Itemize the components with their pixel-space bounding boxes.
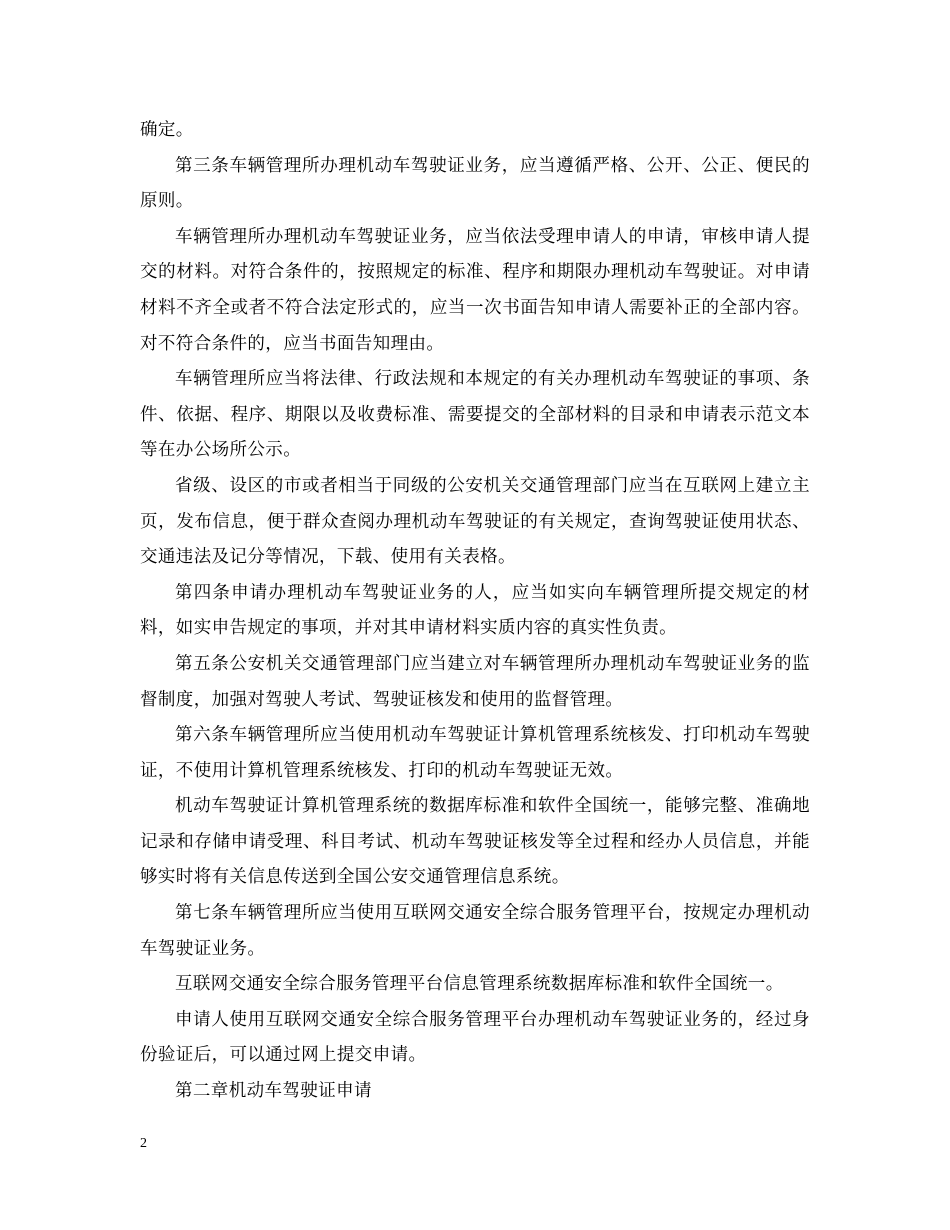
paragraph-2: 第三条车辆管理所办理机动车驾驶证业务，应当遵循严格、公开、公正、便民的原则。 [140,155,810,212]
paragraph-3: 车辆管理所办理机动车驾驶证业务，应当依法受理申请人的申请，审核申请人提交的材料。对符合条件的，按照规定的标准、程序和期限办理机动车驾驶证。对申请材料不齐全或者不符合法定形式的，应当一次书面告知申请人需要补正的全部内容。对不符合条件的，应当书面告知理由。 [140,226,810,354]
paragraph-10: 第七条车辆管理所应当使用互联网交通安全综合服务管理平台，按规定办理机动车驾驶证业务。 [140,903,810,959]
paragraph-8: 第六条车辆管理所应当使用机动车驾驶证计算机管理系统核发、打印机动车驾驶证，不使用计算机管理系统核发、打印的机动车驾驶证无效。 [140,725,810,781]
paragraph-5: 省级、设区的市或者相当于同级的公安机关交通管理部门应当在互联网上建立主页，发布信息，便于群众查阅办理机动车驾驶证的有关规定，查询驾驶证使用状态、交通违法及记分等情况，下载、使用有关表格。 [140,475,810,568]
paragraph-6: 第四条申请办理机动车驾驶证业务的人，应当如实向车辆管理所提交规定的材料，如实申告规定的事项，并对其申请材料实质内容的真实性负责。 [140,582,810,639]
paragraph-1: 确定。 [140,120,194,140]
page-number: 2 [140,1136,147,1151]
paragraph-7: 第五条公安机关交通管理部门应当建立对车辆管理所办理机动车驾驶证业务的监督制度，加强对驾驶人考试、驾驶证核发和使用的监督管理。 [140,653,810,710]
paragraph-9: 机动车驾驶证计算机管理系统的数据库标准和软件全国统一，能够完整、准确地记录和存储申请受理、科目考试、机动车驾驶证核发等全过程和经办人员信息，并能够实时将有关信息传送到全国公安交通管理信息系统。 [140,796,810,888]
paragraph-11: 互联网交通安全综合服务管理平台信息管理系统数据库标准和软件全国统一。 [175,974,784,995]
paragraph-12: 申请人使用互联网交通安全综合服务管理平台办理机动车驾驶证业务的，经过身份验证后，可以通过网上提交申请。 [140,1009,810,1066]
chapter-heading: 第二章机动车驾驶证申请 [175,1081,372,1102]
paragraph-4: 车辆管理所应当将法律、行政法规和本规定的有关办理机动车驾驶证的事项、条件、依据、程序、期限以及收费标准、需要提交的全部材料的目录和申请表示范文本等在办公场所公示。 [140,369,810,461]
document-body [140,113,810,1110]
